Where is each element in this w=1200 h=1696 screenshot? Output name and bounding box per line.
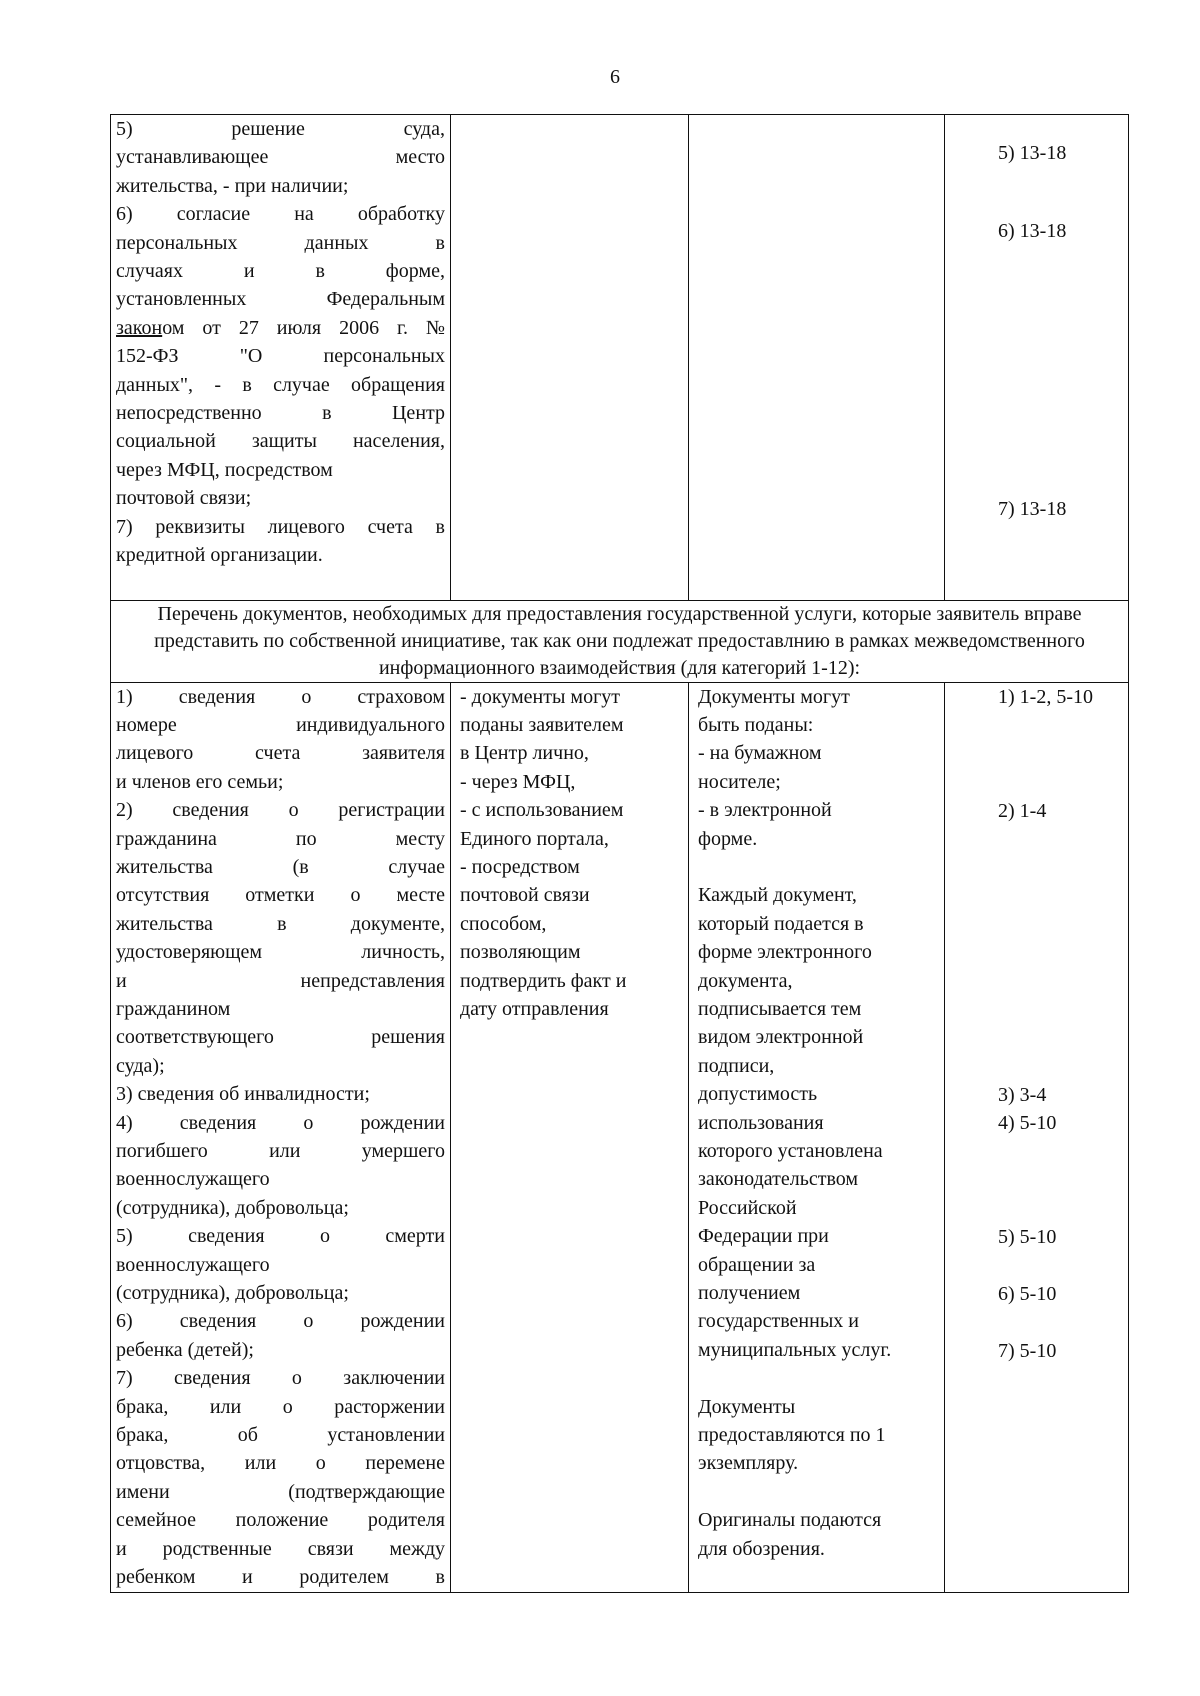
list-line: номере индивидуального — [116, 713, 445, 736]
list-line: ребенка (детей); — [116, 1338, 254, 1361]
list-line: 7) реквизиты лицевого счета в — [116, 515, 445, 538]
category-ref: 3) 3-4 — [998, 1083, 1047, 1106]
list-line: гражданином — [116, 997, 231, 1020]
method-line: - посредством — [460, 855, 580, 878]
list-line: жительства в документе, — [116, 912, 445, 935]
form-line: государственных и — [698, 1310, 859, 1333]
category-ref: 6) 13-18 — [998, 220, 1067, 242]
category-ref: 4) 5-10 — [998, 1111, 1057, 1134]
list-line: установленных Федеральным — [116, 288, 445, 311]
list-line: военнослужащего — [116, 1253, 270, 1276]
form-line: Российской — [698, 1196, 797, 1219]
list-line: кредитной организации. — [116, 544, 323, 567]
form-line: документа, — [698, 969, 793, 992]
form-line: Документы могут — [698, 685, 850, 708]
blank-line — [698, 853, 939, 881]
form-line: допустимость — [698, 1083, 818, 1106]
list-line: 6) согласие на обработку — [116, 203, 445, 226]
list-line: персональных данных в — [116, 231, 445, 254]
list-line: случаях и в форме, — [116, 260, 445, 283]
list-line: военнослужащего — [116, 1168, 270, 1191]
table-row — [111, 682, 1129, 1592]
list-line: устанавливающее место — [116, 146, 445, 169]
categories-cell — [945, 682, 1129, 1592]
form-line: носителе; — [698, 770, 781, 793]
form-line: использования — [698, 1111, 824, 1134]
form-line: Оригиналы подаются — [698, 1509, 882, 1532]
list-line: социальной защиты населения, — [116, 430, 445, 453]
method-line: способом, — [460, 912, 547, 935]
list-line: через МФЦ, посредством — [116, 458, 333, 481]
form-line: для обозрения. — [698, 1537, 825, 1560]
category-ref: 6) 5-10 — [998, 1282, 1057, 1305]
form-line: подписывается тем — [698, 997, 862, 1020]
method-line: поданы заявителем — [460, 713, 624, 736]
documents-list-cell — [111, 115, 451, 601]
list-line: гражданина по месту — [116, 827, 445, 850]
list-line: и родственные связи между — [116, 1537, 445, 1560]
method-line: в Центр лично, — [460, 742, 589, 765]
method-line: подтвердить факт и — [460, 969, 627, 992]
method-line: дату отправления — [460, 997, 609, 1020]
section-header: Перечень документов, необходимых для предоставления государственной услуги, которые заявитель вправе представить по собственной инициативе, так как они подлежат предоставлнию в рамках межведомственного информационного взаимодействия (для категорий 1-12): — [111, 600, 1129, 682]
list-line: погибшего или умершего — [116, 1140, 445, 1162]
list-line: 2) сведения о регистрации — [116, 799, 445, 822]
list-line: семейное положение родителя — [116, 1509, 445, 1532]
method-line: Единого портала, — [460, 827, 609, 850]
list-line: (сотрудника), добровольца; — [116, 1282, 349, 1305]
form-line: - в электронной — [698, 799, 832, 822]
category-ref: 7) 5-10 — [998, 1339, 1057, 1362]
form-line: предоставляются по 1 — [698, 1424, 886, 1447]
page-number: 6 — [610, 66, 620, 88]
list-line: 7) сведения о заключении — [116, 1367, 445, 1390]
method-line: почтовой связи — [460, 884, 590, 907]
list-line: законом от 27 июля 2006 г. № — [116, 316, 445, 339]
form-line: обращении за — [698, 1253, 816, 1276]
list-line: данных", - в случае обращения — [116, 373, 445, 396]
list-line: брака, или о расторжении — [116, 1395, 445, 1418]
category-ref: 5) 5-10 — [998, 1225, 1057, 1248]
list-line: непосредственно в Центр — [116, 402, 445, 425]
list-line: суда); — [116, 1054, 165, 1077]
submission-form-cell — [689, 115, 945, 601]
law-link[interactable]: закон — [116, 316, 163, 339]
form-line: которого установлена — [698, 1139, 883, 1162]
list-line: брака, об установлении — [116, 1424, 445, 1447]
documents-list-cell — [111, 682, 451, 1592]
table-row — [111, 115, 1129, 601]
form-line: Каждый документ, — [698, 884, 857, 907]
list-line: и членов его семьи; — [116, 770, 284, 793]
form-line: законодательством — [698, 1168, 859, 1191]
method-line: - через МФЦ, — [460, 770, 576, 793]
category-ref: 1) 1-2, 5-10 — [998, 685, 1093, 708]
form-line: форме. — [698, 827, 758, 850]
method-line: - с использованием — [460, 799, 624, 822]
list-line: ребенком и родителем в — [116, 1566, 445, 1589]
list-line: отсутствия отметки о месте — [116, 884, 445, 907]
form-line: экземпляру. — [698, 1452, 799, 1475]
list-line: соответствующего решения — [116, 1026, 445, 1049]
list-line: лицевого счета заявителя — [116, 742, 445, 765]
list-line: 5) сведения о смерти — [116, 1225, 445, 1248]
form-line: форме электронного — [698, 941, 872, 964]
list-line: 4) сведения о рождении — [116, 1111, 445, 1134]
categories-cell — [945, 115, 1129, 601]
documents-table — [110, 114, 1129, 1593]
submission-method-cell — [451, 682, 689, 1592]
list-line: почтовой связи; — [116, 487, 252, 510]
list-line: 5) решение суда, — [116, 118, 445, 140]
category-ref: 7) 13-18 — [998, 498, 1067, 520]
form-line: который подается в — [698, 912, 864, 935]
method-line: позволяющим — [460, 941, 581, 964]
list-line: жительства (в случае — [116, 855, 445, 878]
list-line: (сотрудника), добровольца; — [116, 1196, 349, 1219]
list-line: 1) сведения о страховом — [116, 685, 445, 708]
category-ref: 2) 1-4 — [998, 799, 1047, 822]
list-line: отцовства, или о перемене — [116, 1452, 445, 1475]
list-line: имени (подтверждающие — [116, 1480, 445, 1503]
list-line: 6) сведения о рождении — [116, 1310, 445, 1333]
method-line: - документы могут — [460, 685, 621, 708]
submission-form-cell — [689, 682, 945, 1592]
form-line: Документы — [698, 1395, 796, 1418]
form-line: муниципальных услуг. — [698, 1338, 892, 1361]
form-line: Федерации при — [698, 1225, 829, 1248]
blank-line — [698, 1364, 939, 1392]
form-line: получением — [698, 1282, 801, 1305]
section-header-row — [111, 600, 1129, 682]
category-ref: 5) 13-18 — [998, 142, 1067, 164]
form-line: видом электронной — [698, 1026, 864, 1049]
form-line: - на бумажном — [698, 742, 822, 765]
form-line: быть поданы: — [698, 713, 814, 736]
form-line: подписи, — [698, 1054, 775, 1077]
list-line: 3) сведения об инвалидности; — [116, 1083, 370, 1106]
list-line: жительства, - при наличии; — [116, 174, 349, 197]
list-line: 152-ФЗ "О персональных — [116, 345, 445, 368]
submission-method-cell — [451, 115, 689, 601]
list-line: и непредставления — [116, 969, 445, 992]
blank-line — [698, 1478, 939, 1506]
list-line: удостоверяющем личность, — [116, 941, 445, 964]
